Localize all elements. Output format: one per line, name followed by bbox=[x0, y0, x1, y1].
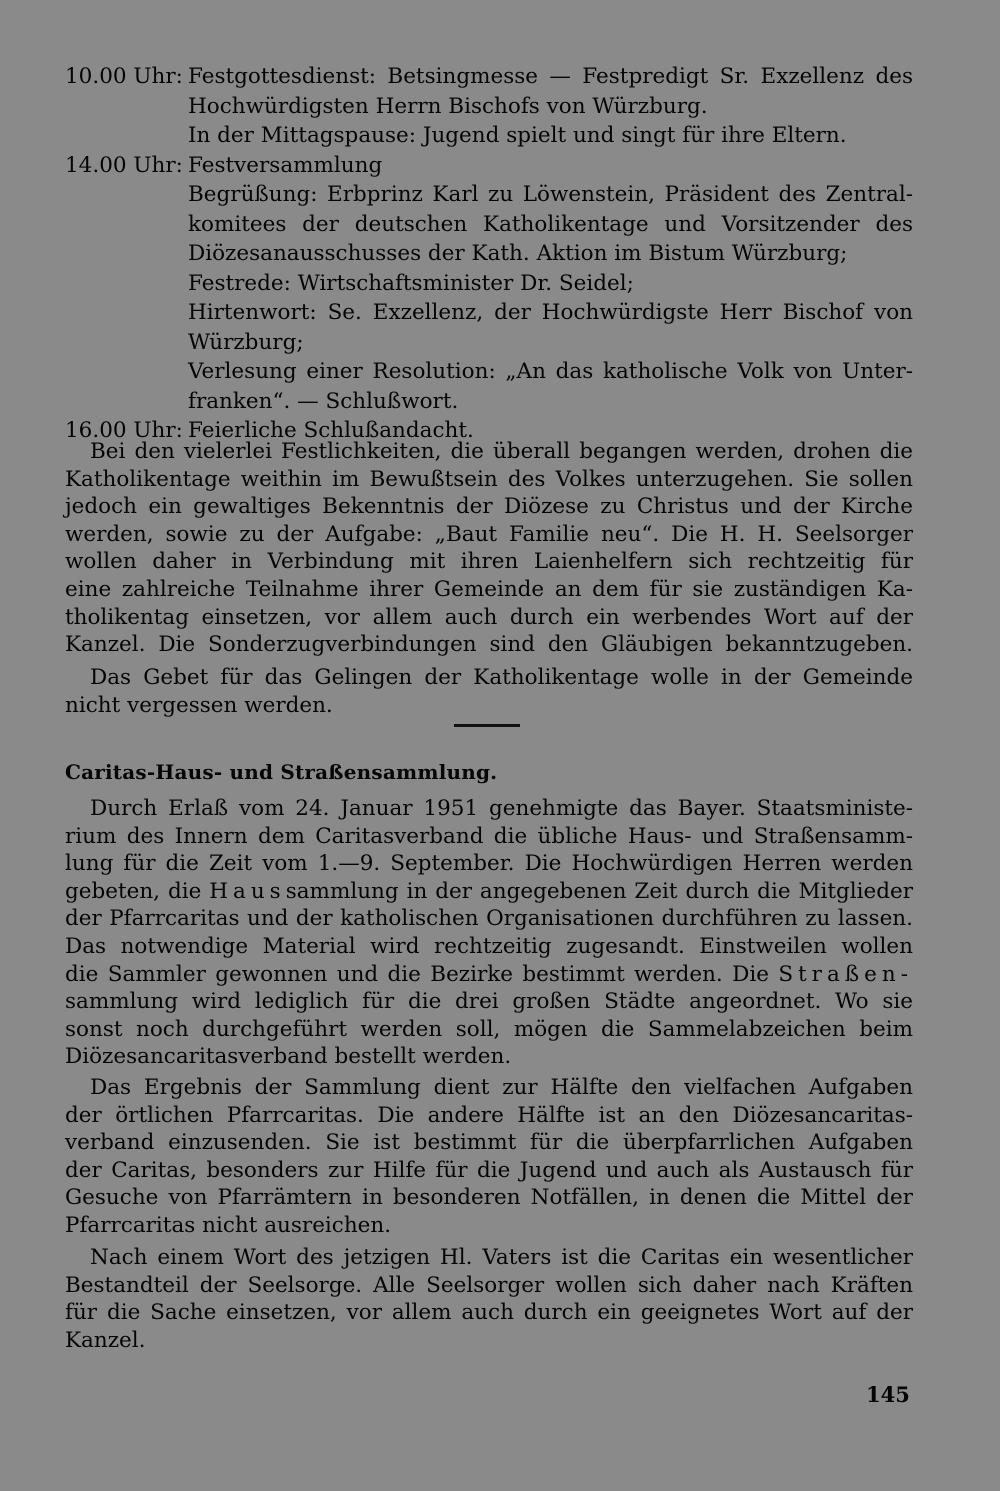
text-line: Nach einem Wort des jetzigen Hl. Vaters ist die Caritas ein wesentlicher bbox=[90, 1245, 913, 1270]
text-line: Diözesancaritasverband bestellt werden. bbox=[65, 1044, 512, 1070]
text-fragment: sammlung in der angegebenen Zeit durch die Mitglieder bbox=[285, 878, 914, 904]
program-schedule bbox=[65, 62, 913, 446]
text-line: Das Gebet für das Gelingen der Katholikentage wolle in der Gemeinde bbox=[90, 665, 913, 690]
text-line: Pfarrcaritas nicht ausreichen. bbox=[65, 1212, 392, 1238]
schedule-line: Hirtenwort: Se. Exzellenz, der Hochwürdigste Herr Bischof von bbox=[188, 300, 913, 325]
schedule-line: Würzburg; bbox=[188, 329, 304, 355]
text-line: der Pfarrcaritas und der katholischen Organisationen durchführen zu lassen. bbox=[65, 906, 913, 932]
spaced-emphasis: Haus bbox=[209, 878, 286, 904]
text-line bbox=[65, 961, 913, 989]
text-line: der Caritas, besonders zur Hilfe für die Jugend und auch als Austausch für bbox=[65, 1157, 913, 1183]
schedule-line: komitees der deutschen Katholikentage und Vorsitzender des bbox=[188, 211, 913, 237]
schedule-entry bbox=[65, 151, 913, 417]
text-line: rium des Innern dem Caritasverband die übliche Haus- und Straßensamm- bbox=[65, 823, 913, 849]
schedule-line: Verlesung einer Resolution: „An das katholische Volk von Unter- bbox=[188, 359, 913, 384]
page-number: 145 bbox=[866, 1382, 910, 1407]
schedule-line: Festrede: Wirtschaftsminister Dr. Seidel; bbox=[188, 270, 634, 296]
text-fragment: gebeten, die bbox=[65, 878, 202, 904]
schedule-line: Diözesanausschusses der Kath. Aktion im Bistum Würzburg; bbox=[188, 241, 848, 266]
text-line: tholikentag einsetzen, vor allem auch durch ein werbendes Wort auf der bbox=[65, 604, 913, 630]
schedule-line: Begrüßung: Erbprinz Karl zu Löwenstein, Präsident des Zentral- bbox=[188, 182, 913, 207]
text-line: eine zahlreiche Teilnahme ihrer Gemeinde an dem für sie zuständigen Ka- bbox=[65, 576, 913, 602]
text-line: Kanzel. Die Sonderzugverbindungen sind den Gläubigen bekanntzugeben. bbox=[65, 632, 913, 658]
paragraph-seelsorge bbox=[65, 1244, 913, 1354]
schedule-line: In der Mittagspause: Jugend spielt und singt für ihre Eltern. bbox=[188, 123, 847, 148]
text-line: wollen daher in Verbindung mit ihren Laienhelfern sich rechtzeitig für bbox=[65, 549, 913, 575]
paragraph-gebet bbox=[65, 664, 913, 719]
text-line: lung für die Zeit vom 1.—9. September. Die Hochwürdigen Herren werden bbox=[65, 851, 913, 877]
text-line: nicht vergessen werden. bbox=[65, 692, 333, 718]
text-line: Das notwendige Material wird rechtzeitig zugesandt. Einstweilen wollen bbox=[65, 933, 913, 959]
text-line: Durch Erlaß vom 24. Januar 1951 genehmigte das Bayer. Staatsministe- bbox=[90, 796, 913, 821]
text-line: der örtlichen Pfarrcaritas. Die andere Hälfte ist an den Diözesancaritas- bbox=[65, 1102, 913, 1128]
text-line: Das Ergebnis der Sammlung dient zur Hälfte den vielfachen Aufgaben bbox=[90, 1075, 913, 1100]
schedule-line: Hochwürdigsten Herrn Bischofs von Würzburg. bbox=[188, 93, 708, 119]
schedule-line: Festgottesdienst: Betsingmesse — Festpredigt Sr. Exzellenz des bbox=[188, 64, 913, 89]
schedule-time: 10.00 Uhr: bbox=[65, 64, 183, 89]
schedule-entry bbox=[65, 62, 913, 151]
text-line: verband einzusenden. Sie ist bestimmt für die überpfarrlichen Aufgaben bbox=[65, 1130, 913, 1156]
paragraph-sammlung bbox=[65, 795, 913, 1071]
text-line: jedoch ein gewaltiges Bekenntnis der Diözese zu Christus und der Kirche bbox=[65, 494, 913, 520]
schedule-line: Festversammlung bbox=[188, 152, 383, 178]
section-divider bbox=[454, 724, 520, 727]
text-line: werden, sowie zu der Aufgabe: „Baut Familie neu“. Die H. H. Seelsorger bbox=[65, 521, 913, 547]
spaced-emphasis: Straßen- bbox=[778, 961, 913, 987]
schedule-line: Feierliche Schlußandacht. bbox=[188, 418, 474, 443]
schedule-time: 14.00 Uhr: bbox=[65, 152, 183, 178]
text-line: sonst noch durchgeführt werden soll, mögen die Sammelabzeichen beim bbox=[65, 1016, 913, 1042]
text-line: Katholikentage weithin im Bewußtsein des Volkes unterzugehen. Sie sollen bbox=[65, 466, 913, 492]
text-line: Bestandteil der Seelsorge. Alle Seelsorger wollen sich daher nach Kräften bbox=[65, 1272, 913, 1298]
text-line: Bei den vielerlei Festlichkeiten, die überall begangen werden, drohen die bbox=[90, 439, 913, 464]
section-heading: Caritas-Haus- und Straßensammlung. bbox=[65, 760, 498, 784]
schedule-line: franken“. — Schlußwort. bbox=[188, 388, 459, 414]
paragraph-katholikentage bbox=[65, 438, 913, 659]
text-line: Gesuche von Pfarrämtern in besonderen Notfällen, in denen die Mittel der bbox=[65, 1185, 913, 1211]
schedule-time: 16.00 Uhr: bbox=[65, 418, 183, 443]
text-fragment: die Sammler gewonnen und die Bezirke bestimmt werden. Die bbox=[65, 961, 769, 987]
paragraph-ergebnis bbox=[65, 1074, 913, 1240]
text-line bbox=[65, 878, 913, 906]
text-line: Kanzel. bbox=[65, 1327, 146, 1353]
text-line: sammlung wird lediglich für die drei großen Städte angeordnet. Wo sie bbox=[65, 989, 913, 1015]
text-line: für die Sache einsetzen, vor allem auch durch ein geeignetes Wort auf der bbox=[65, 1300, 913, 1326]
